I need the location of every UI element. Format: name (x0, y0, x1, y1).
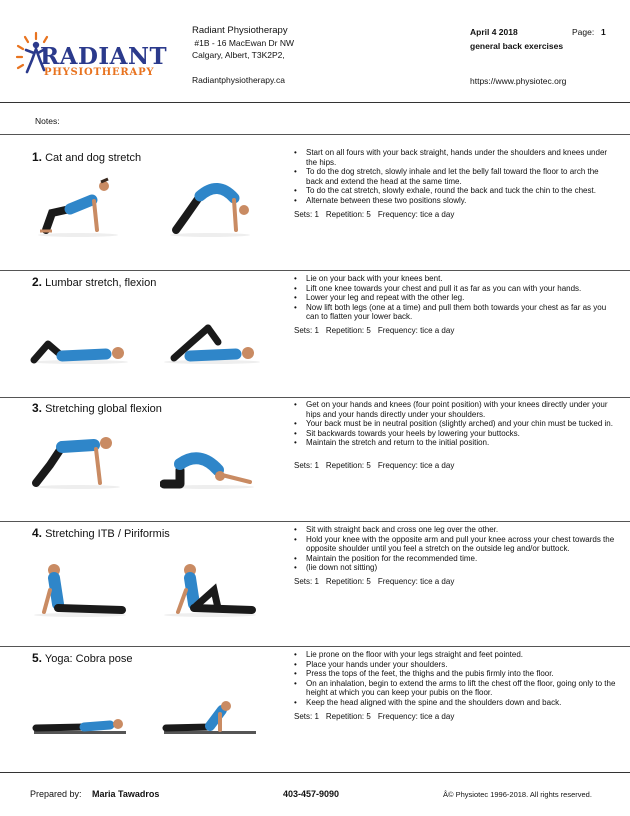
copyright: Â© Physiotec 1996-2018. All rights reserved. (443, 790, 592, 799)
reps-label: Repetition: 5 (325, 461, 371, 470)
exercise-1-dosage (294, 210, 461, 219)
clinic-logo (14, 30, 168, 86)
instruction-item: • Start on all fours with your back straight, hands under the shoulders and knees under the hips. (294, 148, 616, 167)
instruction-item: • To do the dog stretch, slowly inhale and let the belly fall toward the floor to arch the back and extend the head at the same time. (294, 167, 616, 186)
frequency-label: Frequency: tice a day (377, 461, 455, 470)
footer-divider (0, 772, 630, 773)
exercise-4-image-cross-leg (160, 560, 260, 623)
instruction-item: • Lift one knee towards your chest and pull it as far as you can with your hands. (294, 284, 616, 294)
clinic-address-line1: #1B - 16 MacEwan Dr NW (192, 38, 295, 48)
exercise-3-image-four-point (30, 425, 125, 495)
instruction-item: • Lie prone on the floor with your legs straight and feet pointed. (294, 650, 616, 660)
exercise-2-dosage (294, 326, 461, 335)
instruction-item: • Maintain the stretch and return to the initial position. (294, 438, 616, 448)
exercise-1-image-cat (162, 168, 257, 243)
instruction-item: • Lie on your back with your knees bent. (294, 274, 616, 284)
notes-divider (0, 134, 630, 135)
instruction-item: • Place your hands under your shoulders. (294, 660, 616, 670)
instruction-item: • Sit backwards towards your heels by lowering your buttocks. (294, 429, 616, 439)
exercise-1-title: 1. Cat and dog stretch (32, 150, 142, 164)
exercise-4-instructions (294, 525, 616, 573)
reps-label: Repetition: 5 (325, 326, 371, 335)
prepared-by-label: Prepared by: (30, 789, 82, 799)
exercise-5-dosage (294, 712, 461, 721)
section-divider (0, 646, 630, 647)
exercise-2-image-knees-to-chest (160, 318, 265, 371)
sets-label: Sets: 1 (294, 577, 319, 586)
exercise-5-title: 5. Yoga: Cobra pose (32, 651, 133, 665)
sets-label: Sets: 1 (294, 326, 319, 335)
reps-label: Repetition: 5 (325, 210, 371, 219)
exercise-2-image-bent-knees (28, 318, 133, 371)
exercise-3-dosage (294, 461, 461, 470)
reps-label: Repetition: 5 (325, 577, 371, 586)
instruction-item: • On an inhalation, begin to extend the arms to lift the chest off the floor, going only to the height at which you can keep your pubis on the floor. (294, 679, 616, 698)
exercise-3-image-child-pose (160, 440, 260, 495)
sets-label: Sets: 1 (294, 712, 319, 721)
section-divider (0, 270, 630, 271)
page-label: Page: (572, 27, 595, 37)
clinic-name: Radiant Physiotherapy (192, 25, 288, 36)
exercise-5-image-cobra (160, 700, 260, 741)
exercise-4-image-seated (30, 560, 130, 623)
physiotec-url[interactable]: https://www.physiotec.org (470, 76, 567, 86)
exercise-2-title: 2. Lumbar stretch, flexion (32, 275, 157, 289)
exercise-5-instructions (294, 650, 616, 708)
instruction-item: • Press the tops of the feet, the thighs and the pubis firmly into the floor. (294, 669, 616, 679)
reps-label: Repetition: 5 (325, 712, 371, 721)
exercise-1-instructions (294, 148, 616, 206)
instruction-item: • Sit with straight back and cross one leg over the other. (294, 525, 616, 535)
logo-wordmark: RADIANT (40, 43, 168, 70)
exercise-3-title: 3. Stretching global flexion (32, 401, 162, 415)
page-number: 1 (601, 27, 606, 37)
frequency-label: Frequency: tice a day (377, 326, 455, 335)
instruction-item: • Now lift both legs (one at a time) and pull them both towards your chest as far as you can to flatten your lower back. (294, 303, 616, 322)
header-divider (0, 102, 630, 103)
instruction-item: • Get on your hands and knees (four point position) with your knees directly under your hips and your hands directly under your shoulders. (294, 400, 616, 419)
frequency-label: Frequency: tice a day (377, 210, 455, 219)
exercise-3-instructions (294, 400, 616, 448)
clinic-website[interactable]: Radiantphysiotherapy.ca (192, 75, 285, 85)
instruction-item: • Alternate between these two positions slowly. (294, 196, 616, 206)
exercise-4-dosage (294, 577, 461, 586)
sets-label: Sets: 1 (294, 210, 319, 219)
document-date: April 4 2018 (470, 27, 518, 37)
section-divider (0, 521, 630, 522)
instruction-item: • Your back must be in neutral position (slightly arched) and your chin must be tucked in. (294, 419, 616, 429)
section-divider (0, 397, 630, 398)
instruction-item: • Maintain the position for the recommended time. (294, 554, 616, 564)
clinic-phone: 403-457-9090 (283, 789, 340, 799)
instruction-item: • Keep the head aligned with the spine and the shoulders down and back. (294, 698, 616, 708)
sets-label: Sets: 1 (294, 461, 319, 470)
instruction-item: • Hold your knee with the opposite arm and pull your knee across your chest towards the opposite shoulder until you feel a stretch on the outside leg and/or buttock. (294, 535, 616, 554)
exercise-1-image-dog (30, 168, 125, 243)
exercise-4-title: 4. Stretching ITB / Piriformis (32, 526, 170, 540)
instruction-item: • (lie down not sitting) (294, 563, 616, 573)
instruction-item: • Lower your leg and repeat with the other leg. (294, 293, 616, 303)
frequency-label: Frequency: tice a day (377, 712, 455, 721)
logo-subtitle: PHYSIOTHERAPY (44, 67, 155, 78)
prepared-by-name: Maria Tawadros (92, 789, 160, 799)
exercise-2-instructions (294, 274, 616, 322)
notes-label: Notes: (35, 116, 60, 126)
clinic-address-line2: Calgary, Albert, T3K2P2, (192, 50, 285, 60)
program-name: general back exercises (470, 41, 564, 51)
frequency-label: Frequency: tice a day (377, 577, 455, 586)
exercise-5-image-prone (30, 710, 130, 741)
instruction-item: • To do the cat stretch, slowly exhale, round the back and tuck the chin to the chest. (294, 186, 616, 196)
